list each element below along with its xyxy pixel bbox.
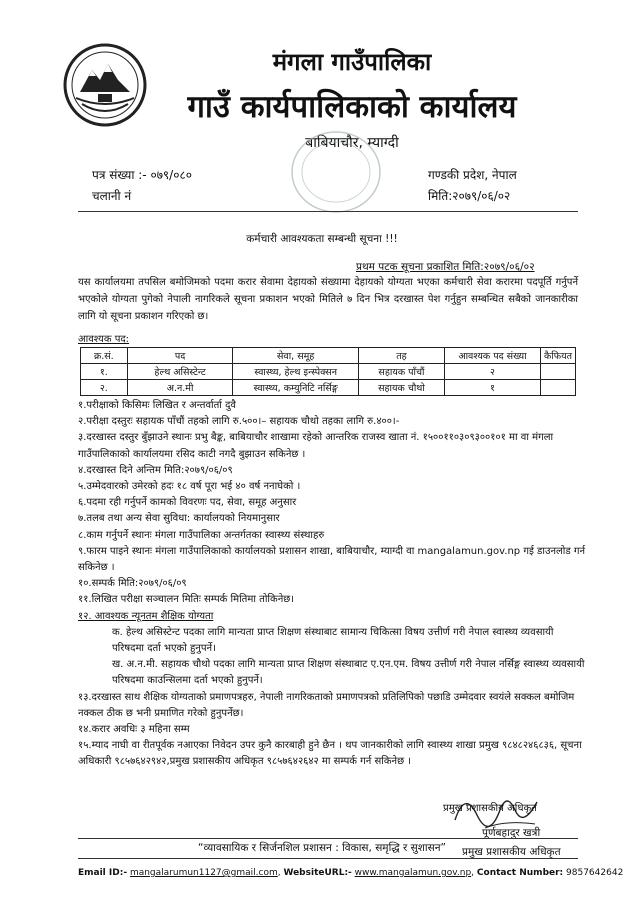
table-cell: स्वास्थ्य, हेल्थ इन्स्पेक्सन <box>233 364 358 380</box>
list-item: ६.पदमा रही गर्नुपर्ने कामको विवरणः पद, सेवा, समूह अनुसार <box>78 497 297 509</box>
footer-divider <box>78 858 578 859</box>
list-item: १४.करार अवधिः ३ महिना सम्म <box>78 724 190 736</box>
first-published-date: प्रथम पटक सूचना प्रकाशित मिति:२०७९/०६/०२ <box>356 261 535 273</box>
table-row <box>81 380 576 396</box>
table-cell <box>540 364 575 380</box>
dispatch-number: चलानी नं <box>92 189 132 203</box>
header-divider <box>78 211 578 212</box>
office-stamp-icon <box>288 128 384 216</box>
table-header: क्र.सं. <box>81 348 128 364</box>
signatory-title: प्रमुख प्रशासकीय अधिकृत <box>462 846 561 858</box>
list-item: १.परीक्षाको किसिमः लिखित र अन्तर्वार्ता दुवै <box>78 400 236 411</box>
office-address: बाबियाचौर, म्याग्दी <box>305 135 399 151</box>
table-cell: सहायक पाँचौं <box>358 364 444 380</box>
table-header: तह <box>358 348 444 364</box>
table-header: कैफियत <box>540 348 575 364</box>
qualification-item: ख. अ.न.मी. सहायक चौथो पदका लागि मान्यता प्राप्त शिक्षण संस्थाबाट ए.एन.एम. विषय उत्तीर्ण गरी नेपाल नर्सिङ्ग स्वास्थ्य व्यवसायी परिषदमा काउन्सिलमा दर्ता भएको हुनुपर्ने। <box>112 659 585 687</box>
footer-divider <box>78 838 578 839</box>
table-header: पद <box>127 348 233 364</box>
table-cell: सहायक चौथो <box>358 380 444 396</box>
letter-date: मिति:२०७९/०६/०२ <box>428 189 511 203</box>
table-cell: हेल्थ असिस्टेन्ट <box>127 364 233 380</box>
municipality-name: मंगला गाउँपालिका <box>272 48 432 76</box>
vacancy-table <box>80 347 576 396</box>
table-cell: २. <box>81 380 128 396</box>
footer-motto: “व्यावसायिक र सिर्जनशिल प्रशासन : विकास, समृद्धि र सुशासन” <box>198 842 446 854</box>
list-item: ८.काम गर्नुपर्ने स्थानः मंगला गाउँपालिका अन्तर्गतका स्वास्थ्य संस्थाहरु <box>78 529 325 541</box>
table-header: आवश्यक पद संख्या <box>444 348 540 364</box>
list-item: १०.सम्पर्क मिति:२०७९/०६/०९ <box>78 578 187 590</box>
notice-subject: कर्मचारी आवश्यकता सम्बन्धी सूचना !!! <box>246 233 398 245</box>
table-cell <box>540 380 575 396</box>
email-link[interactable]: mangalarumun1127@gmail.com <box>129 868 278 878</box>
list-item: १३.दरखास्त साथ शैक्षिक योग्यताको प्रमाणपत्रहरु, नेपाली नागरिकताको प्रमाणपत्रको प्रतिलिपिको पछाडि उम्मेदवार स्वयंले सक्कल बमोजिम नक्कल ठीक छ भनी प्रमाणित गरेको हुनुपर्नेछ। <box>78 691 575 719</box>
notice-intro: यस कार्यालयमा तपसिल बमोजिमको पदमा करार सेवामा देहायको संख्यामा देहायको योग्यता भएका कर्मचारी सेवा करारमा पदपूर्ति गर्नुपर्ने भएकोले योग्यता पुगेको नेपाली नागरिकले सूचना प्रकाशन भएको मितिले ७ दिन भित्र दरखास्त पेश गर्नुहुन सम्बन्धित सबैको जानकारीका लागि यो सूचना प्रकाशन गरिएको छ। <box>78 277 578 322</box>
table-cell: अ.न.मी <box>127 380 233 396</box>
website-link[interactable]: www.mangalamun.gov.np <box>354 868 472 878</box>
conditions-list <box>78 398 586 771</box>
table-cell: १. <box>81 364 128 380</box>
letter-number: पत्र संख्या :- ०७९/०८० <box>92 168 192 182</box>
province: गण्डकी प्रदेश, नेपाल <box>428 168 517 182</box>
required-posts-label: आवश्यक पद: <box>78 334 130 345</box>
list-item: ११.लिखित परीक्षा सञ्चालन मितिः सम्पर्क मितिमा तोकिनेछ। <box>78 594 295 606</box>
contact-number: 9857642642 <box>566 868 624 878</box>
office-name: गाउँ कार्यपालिकाको कार्यालय <box>187 89 517 125</box>
qualification-item: क. हेल्थ असिस्टेन्ट पदका लागि मान्यता प्राप्त शिक्षण संस्थाबाट सामान्य चिकित्सा विषय उत्तीर्ण गरी नेपाल स्वास्थ्य व्यवसायी परिषदमा दर्ता भएको हुनुपर्ने। <box>112 626 554 655</box>
table-header: सेवा, समूह <box>233 348 358 364</box>
table-row <box>81 364 576 380</box>
email-label: Email ID:- <box>78 868 128 878</box>
contact-label: Contact Number: <box>476 868 564 878</box>
list-item: ४.दरखास्त दिने अन्तिम मिति:२०७९/०६/०९ <box>78 464 233 476</box>
list-item: १५.म्याद नाघी वा रीतपूर्वक नआएका निवेदन उपर कुनै कारबाही हुने छैन । थप जानकारीको लागि स्वास्थ्य शाखा प्रमुख ९८४८२४६८३६, सूचना अधिकारी ९८५७६४२९४२,प्रमुख प्रशासकीय अधिकृत ९८५७६४२६४२ मा सम्पर्क गर्न सकिनेछ । <box>78 740 582 768</box>
table-cell: स्वास्थ्य, कम्युनिटि नर्सिङ्ग <box>233 380 358 396</box>
contact-line: Email ID:- mangalarumun1127@gmail.com, WebsiteURL:- www.mangalamun.gov.np, Contact Number: 9857642642 <box>78 868 624 878</box>
list-item: २.परीक्षा दस्तुरः सहायक पाँचौं तहको लागि रु.५००।– सहायक चौथो तहका लागि रु.४००।- <box>78 416 400 428</box>
website-label: WebsiteURL:- <box>283 868 352 878</box>
list-item: ७.तलब तथा अन्य सेवा सुविधा: कार्यालयको नियमानुसार <box>78 513 280 525</box>
list-item: ९.फारम पाइने स्थानः मंगला गाउँपालिकाको कार्यालयको प्रशासन शाखा, बाबियाचौर, म्याग्दी वा mangalamun.gov.np गई डाउनलोड गर्न सकिनेछ । <box>78 545 586 574</box>
list-item: ३.दरखास्त दस्तुर बुँझाउने स्थानः प्रभु बैङ्क, बाबियाचौर शाखामा रहेको आन्तरिक राजस्व खाता नं. १५००११०३०९३००१०१ मा वा मंगला गाउँपालिकाको कार्यालयमा रसिद काटी नगदै बुझाउन सकिनेछ । <box>78 432 554 460</box>
signature-line: प्रमुख प्रशासकीय अधिकृत <box>443 803 537 814</box>
table-cell: २ <box>444 364 540 380</box>
table-header-row <box>81 348 576 364</box>
table-cell: १ <box>444 380 540 396</box>
list-item: १२. आवश्यक न्यूनतम शैक्षिक योग्यता <box>78 610 214 622</box>
list-item: ५.उम्मेदवारको उमेरको हदः १८ वर्ष पूरा भई ४० वर्ष ननाघेको । <box>78 481 301 493</box>
signatory-name: पूर्णबहादुर खत्री <box>482 827 541 839</box>
